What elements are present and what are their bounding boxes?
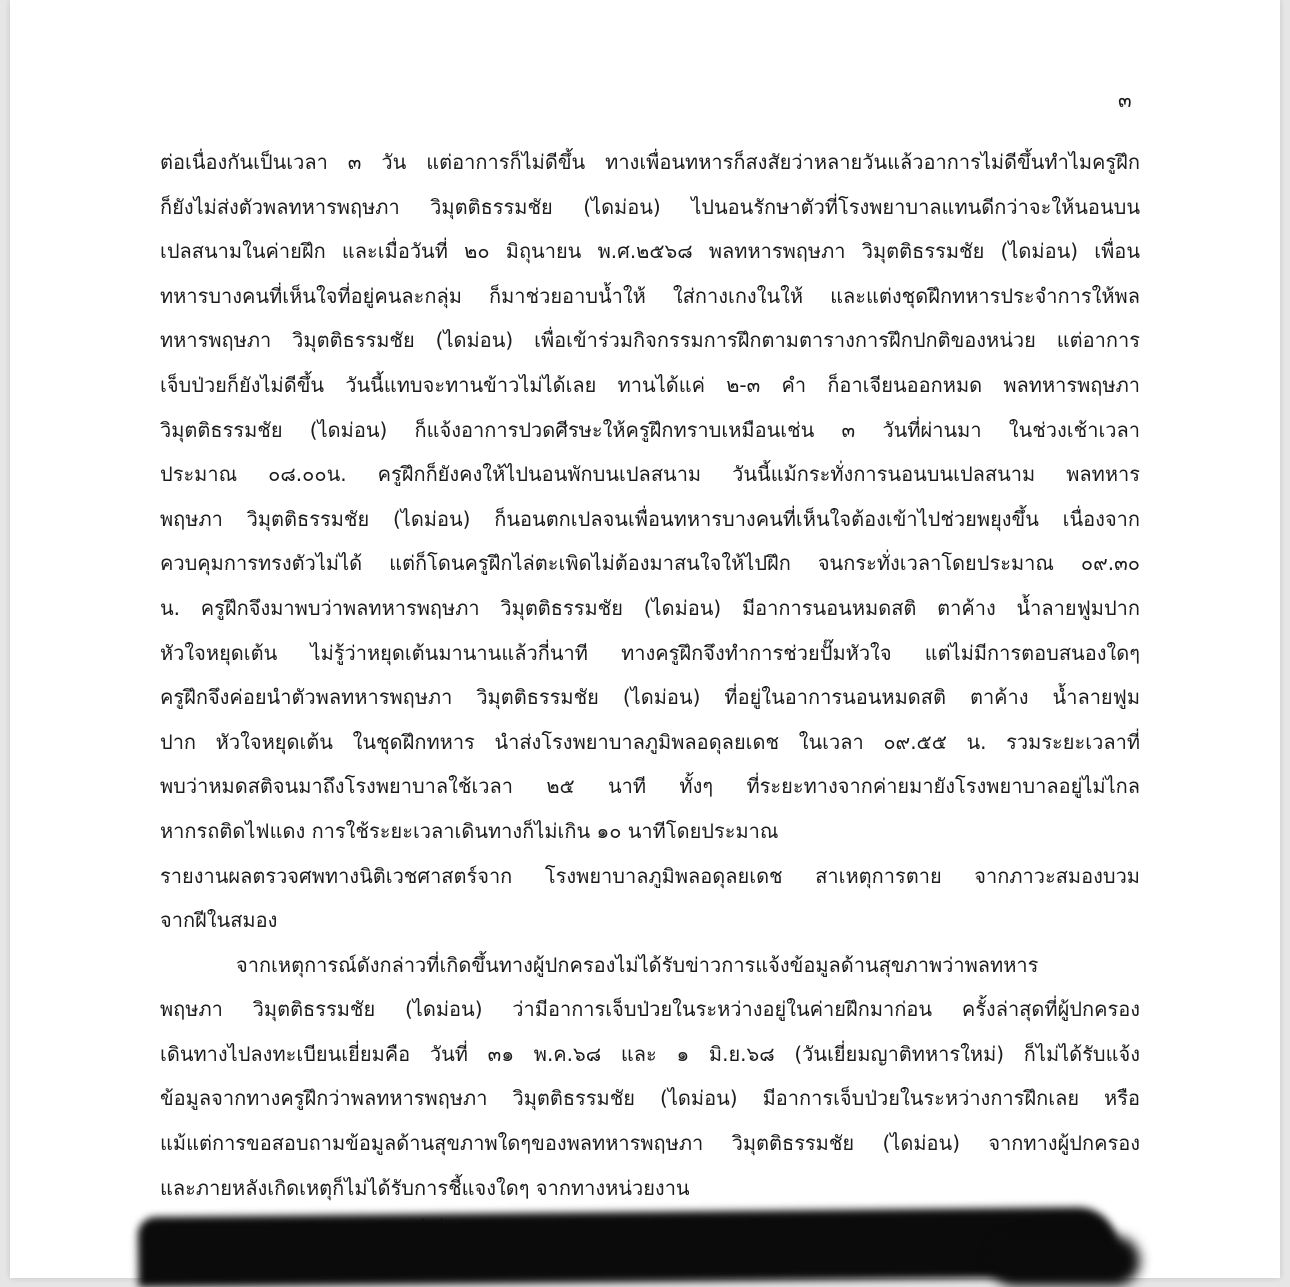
paragraph-line: จากเหตุการณ์ดังกล่าวที่เกิดขึ้นทางผู้ปกครองไม่ได้รับข่าวการแจ้งข้อมูลด้านสุขภาพว่าพลทหาร: [236, 952, 1039, 977]
paragraph-line: น. ครูฝึกจึงมาพบว่าพลทหารพฤษภา วิมุตติธรรมชัย (ไดม่อน) มีอาการนอนหมดสติ ตาค้าง น้ำลายฟูมปาก: [160, 595, 1140, 620]
paragraph-line: แม้แต่การขอสอบถามข้อมูลด้านสุขภาพใดๆของพลทหารพฤษภา วิมุตติธรรมชัย (ไดม่อน) จากทางผู้ปกครอง: [160, 1131, 1140, 1156]
paragraph-line: พบว่าหมดสติจนมาถึงโรงพยาบาลใช้เวลา ๒๕ นาที ทั้งๆ ที่ระยะทางจากค่ายมายังโรงพยาบาลอยู่ไม่ไกล: [160, 774, 1140, 799]
paragraph-line: หัวใจหยุดเต้น ไม่รู้ว่าหยุดเต้นมานานแล้วกี่นาที ทางครูฝึกจึงทำการช่วยปั๊มหัวใจ แต่ไม่มีการตอบสนองใดๆ: [160, 640, 1140, 665]
paragraph-line: และภายหลังเกิดเหตุก็ไม่ได้รับการชี้แจงใดๆ จากทางหน่วยงาน: [160, 1175, 690, 1200]
paragraph-line: ปาก หัวใจหยุดเต้น ในชุดฝึกทหาร นำส่งโรงพยาบาลภูมิพลอดุลยเดช ในเวลา ๐๙.๕๕ น. รวมระยะเวลาที่: [160, 729, 1140, 754]
paragraph-line: ควบคุมการทรงตัวไม่ได้ แต่ก็โดนครูฝึกไล่ตะเพิดไม่ต้องมาสนใจให้ไปฝึก จนกระทั่งเวลาโดยประมาณ ๐๙.๓๐: [160, 551, 1140, 576]
redaction-mark: [990, 1236, 1140, 1286]
autopsy-report-line: รายงานผลตรวจศพทางนิติเวชศาสตร์จาก โรงพยาบาลภูมิพลอดุลยเดช สาเหตุการตาย จากภาวะสมองบวม: [160, 863, 1140, 888]
paragraph-line: พฤษภา วิมุตติธรรมชัย (ไดม่อน) ว่ามีอาการเจ็บป่วยในระหว่างอยู่ในค่ายฝึกมาก่อน ครั้งล่าสุดที่ผู้ปกครอง: [160, 997, 1140, 1022]
document-page: [10, 0, 1280, 1278]
page-number: ๓: [1118, 88, 1133, 112]
paragraph-line: พฤษภา วิมุตติธรรมชัย (ไดม่อน) ก็นอนตกเปลจนเพื่อนทหารบางคนที่เห็นใจต้องเข้าไปช่วยพยุงขึ้น เนื่องจาก: [160, 506, 1140, 531]
paragraph-line: ข้อมูลจากทางครูฝึกว่าพลทหารพฤษภา วิมุตติธรรมชัย (ไดม่อน) มีอาการเจ็บป่วยในระหว่างการฝึกเลย หรือ: [160, 1086, 1140, 1111]
paragraph-line: เดินทางไปลงทะเบียนเยี่ยมคือ วันที่ ๓๑ พ.ค.๖๘ และ ๑ มิ.ย.๖๘ (วันเยี่ยมญาติทหารใหม่) ก็ไม่ได้รับแจ้ง: [160, 1041, 1140, 1066]
paragraph-line: ครูฝึกจึงค่อยนำตัวพลทหารพฤษภา วิมุตติธรรมชัย (ไดม่อน) ที่อยู่ในอาการนอนหมดสติ ตาค้าง น้ำลายฟูม: [160, 685, 1140, 710]
paragraph-line: เปลสนามในค่ายฝึก และเมื่อวันที่ ๒๐ มิถุนายน พ.ศ.๒๕๖๘ พลทหารพฤษภา วิมุตติธรรมชัย (ไดม่อน) เพื่อน: [160, 239, 1140, 264]
paragraph-line: ทหารบางคนที่เห็นใจที่อยู่คนละกลุ่ม ก็มาช่วยอาบน้ำให้ ใส่กางเกงในให้ และแต่งชุดฝึกทหารประจำการให้พล: [160, 283, 1140, 308]
paragraph-line: ทหารพฤษภา วิมุตติธรรมชัย (ไดม่อน) เพื่อเข้าร่วมกิจกรรมการฝึกตามตารางการฝึกปกติของหน่วย แต่อาการ: [160, 328, 1140, 353]
redaction-mark: [138, 1207, 1119, 1287]
paragraph-line: ต่อเนื่องกันเป็นเวลา ๓ วัน แต่อาการก็ไม่ดีขึ้น ทางเพื่อนทหารก็สงสัยว่าหลายวันแล้วอาการไม่ดีขึ้นทำไมครูฝึก: [160, 150, 1140, 174]
body-text: [160, 140, 1140, 1255]
paragraph-line: ก็ยังไม่ส่งตัวพลทหารพฤษภา วิมุตติธรรมชัย (ไดม่อน) ไปนอนรักษาตัวที่โรงพยาบาลแทนดีกว่าจะให้นอนบน: [160, 194, 1140, 219]
paragraph-line: เจ็บป่วยก็ยังไม่ดีขึ้น วันนี้แทบจะทานข้าวไม่ได้เลย ทานได้แค่ ๒-๓ คำ ก็อาเจียนออกหมด พลทหารพฤษภา: [160, 372, 1140, 397]
paragraph-line: หากรถติดไฟแดง การใช้ระยะเวลาเดินทางก็ไม่เกิน ๑๐ นาทีโดยประมาณ: [160, 818, 779, 843]
paragraph-line: ประมาณ ๐๘.๐๐น. ครูฝึกก็ยังคงให้ไปนอนพักบนเปลสนาม วันนี้แม้กระทั่งการนอนบนเปลสนาม พลทหาร: [160, 462, 1140, 487]
autopsy-report-line: จากฝีในสมอง: [160, 908, 278, 933]
paragraph-line: วิมุตติธรรมชัย (ไดม่อน) ก็แจ้งอาการปวดศีรษะให้ครูฝึกทราบเหมือนเช่น ๓ วันที่ผ่านมา ในช่วงเช้าเวลา: [160, 417, 1140, 442]
